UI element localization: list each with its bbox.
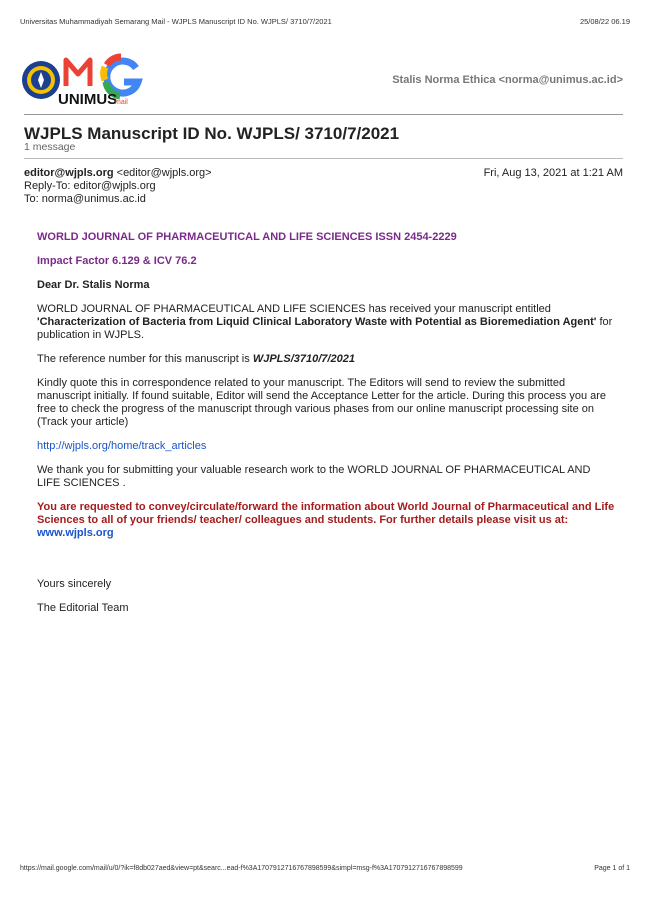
svg-text:UNIMUS: UNIMUS [58,91,118,108]
message-count: 1 message [24,141,76,153]
from-line [24,167,212,179]
website-link[interactable]: www.wjpls.org [37,527,114,539]
thanks-paragraph: We thank you for submitting your valuable research work to the WORLD JOURNAL OF PHARMACEUTICAL AND LIFE SCIENCES . [37,464,591,489]
print-footer-url: https://mail.google.com/mail/u/0/?ik=f8db027aed&view=pt&searc...ead-f%3A1707912716767898599&simpl=msg-f%3A1707912716767898599 [20,865,463,872]
review-paragraph: Kindly quote this in correspondence related to your manuscript. The Editors will send to review the submitted manuscript initially. If found suitable, Editor will send the Acceptance Letter for the article. During this process you are free to check the progress of the manuscript through various phases from our online manuscript processing site on (Track your article) [37,377,607,428]
page-number: Page 1 of 1 [594,865,630,872]
print-header-date: 25/08/22 06.19 [579,17,630,26]
received-text-end: for publication in WJPLS. [37,316,613,341]
journal-title: WORLD JOURNAL OF PHARMACEUTICAL AND LIFE SCIENCES ISSN 2454-2229 [37,231,457,243]
email-body [37,231,615,615]
manuscript-title: 'Characterization of Bacteria from Liquid Clinical Laboratory Waste with Potential as Bioremediation Agent' [37,316,597,328]
reference-number: WJPLS/3710/7/2021 [252,353,355,365]
email-subject: WJPLS Manuscript ID No. WJPLS/ 3710/7/2021 [24,124,400,143]
sent-date: Fri, Aug 13, 2021 at 1:21 AM [483,167,623,179]
notice-paragraph [37,501,615,540]
received-paragraph [37,303,615,342]
reply-to-line: Reply-To: editor@wjpls.org [24,180,156,192]
sender-name: editor@wjpls.org [24,167,114,179]
unimus-mail-logo [20,52,148,108]
track-articles-link[interactable]: http://wjpls.org/home/track_articles [37,440,207,452]
signature: The Editorial Team [37,602,129,614]
account-identity: Stalis Norma Ethica <norma@unimus.ac.id> [392,74,623,86]
subject-divider [24,158,623,159]
to-line: To: norma@unimus.ac.id [24,193,146,205]
sender-address: <editor@wjpls.org> [116,167,212,179]
header-divider [24,114,623,115]
greeting: Dear Dr. Stalis Norma [37,279,150,291]
print-header-title: Universitas Muhammadiyah Semarang Mail - WJPLS Manuscript ID No. WJPLS/ 3710/7/2021 [20,17,332,26]
closing: Yours sincerely [37,578,112,590]
reference-text: The reference number for this manuscript is [37,353,253,365]
impact-factor: Impact Factor 6.129 & ICV 76.2 [37,255,197,267]
reference-paragraph [37,353,615,366]
svg-text:mail: mail [115,99,128,106]
print-header [20,17,630,29]
notice-text: You are requested to convey/circulate/forward the information about World Journal of Pharmaceutical and Life Sciences to all of your friends/ teacher/ colleagues and students. For further details please visit us at: [37,501,615,526]
received-text: WORLD JOURNAL OF PHARMACEUTICAL AND LIFE SCIENCES has received your manuscript entitled [37,303,551,315]
